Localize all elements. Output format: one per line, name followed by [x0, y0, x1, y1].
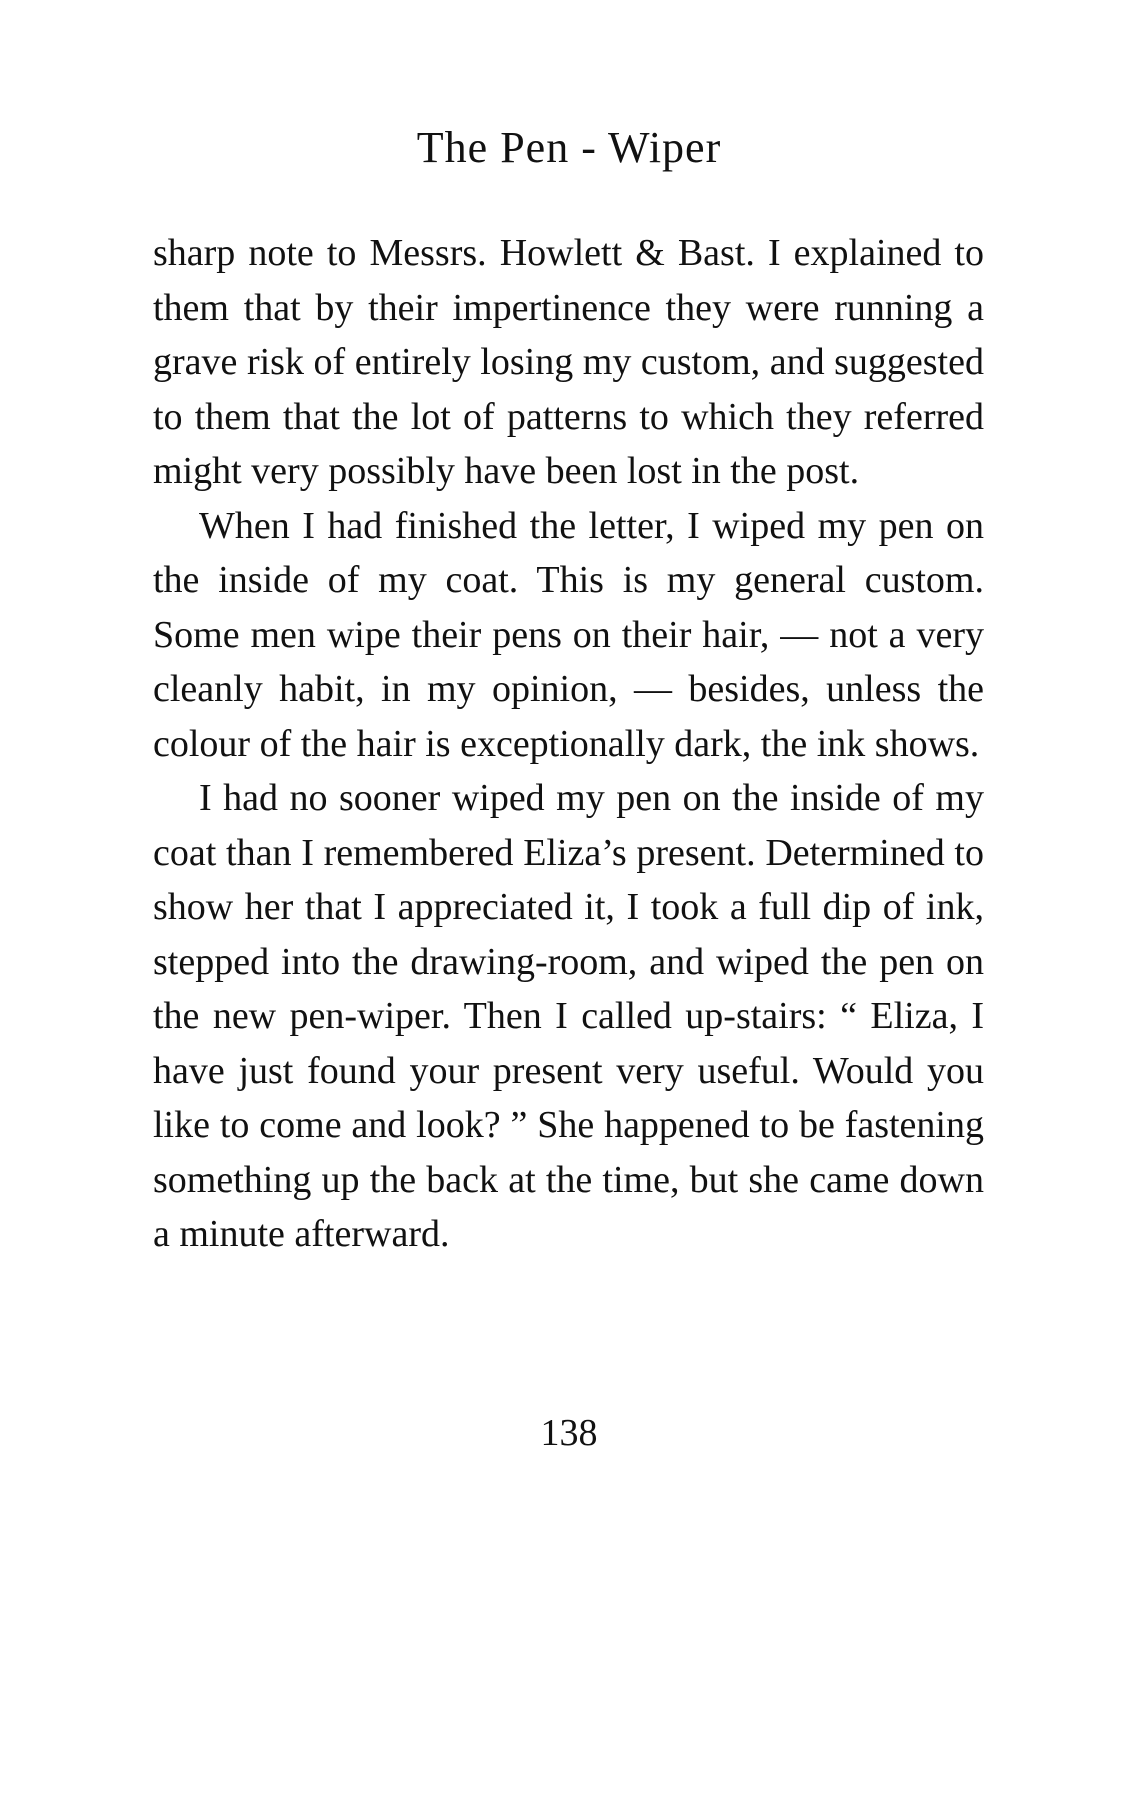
paragraph: When I had finished the letter, I wiped my pen on the inside of my coat. This is my general custom. Some men wipe their pens on their hair, — not a very cleanly habit, in my opinion, — besides, unless the colour of the hair is exceptionally dark, the ink shows. — [153, 504, 984, 765]
page-number: 138 — [540, 1412, 598, 1454]
body-text — [153, 226, 984, 1262]
running-head: The Pen - Wiper — [416, 123, 722, 172]
paragraph: I had no sooner wiped my pen on the inside of my coat than I remembered Eliza’s present. Determined to show her that I appreciated it, I took a full dip of ink, stepped into the drawing-room, and wiped the pen on the new pen-wiper. Then I called up-stairs: “ Eliza, I have just found your present very useful. Would you like to come and look? ” She happened to be fastening something up the back at the time, but she came down a minute afterward. — [153, 777, 984, 1255]
paragraph-continued: sharp note to Messrs. Howlett & Bast. I explained to them that by their impertinence they were running a grave risk of entirely losing my custom, and suggested to them that the lot of patterns to which they referred might very possibly have been lost in the post. — [153, 232, 984, 492]
